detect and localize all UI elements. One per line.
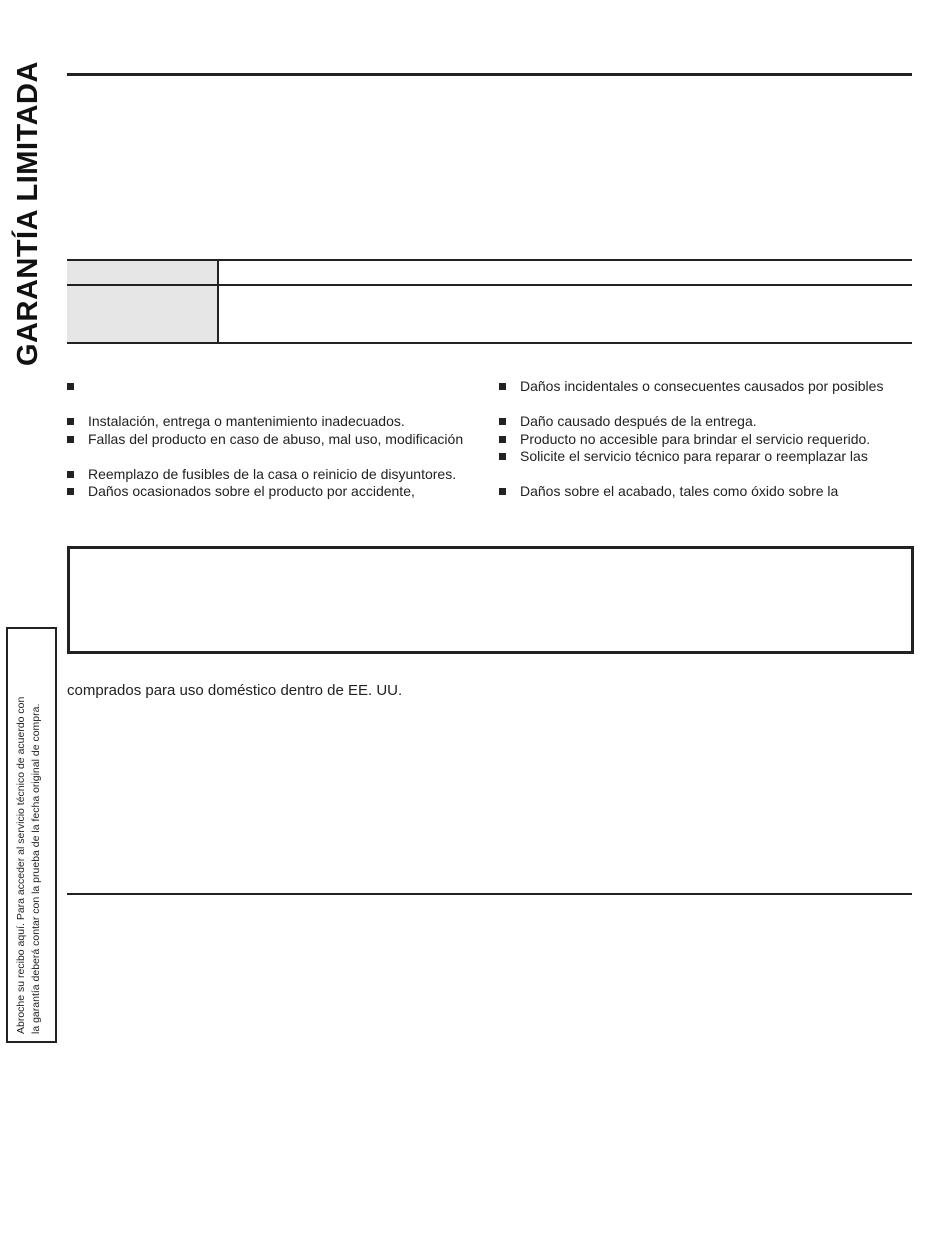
top-divider	[67, 73, 912, 76]
bullet-square-icon	[499, 383, 506, 390]
list-item	[67, 378, 88, 395]
list-item: Daño causado después de la entrega.	[499, 413, 757, 430]
receipt-note-line-1: Abroche su recibo aquí. Para acceder al servicio técnico de acuerdo con	[15, 696, 27, 1034]
warranty-table	[67, 259, 912, 344]
table-label-cell-2	[67, 286, 219, 342]
receipt-note	[14, 634, 44, 1034]
bullet-square-icon	[67, 436, 74, 443]
bullet-square-icon	[499, 488, 506, 495]
list-item: Daños sobre el acabado, tales como óxido sobre la	[499, 483, 838, 500]
list-item: Producto no accesible para brindar el servicio requerido.	[499, 431, 870, 448]
bullet-square-icon	[67, 471, 74, 478]
list-item: Instalación, entrega o mantenimiento inadecuados.	[67, 413, 405, 430]
receipt-note-line-2: la garantía deberá contar con la prueba de la fecha original de compra.	[30, 703, 42, 1034]
bullet-square-icon	[499, 436, 506, 443]
table-bottom-line	[67, 342, 912, 344]
bullet-square-icon	[67, 383, 74, 390]
page-side-title: GARANTÍA LIMITADA	[12, 61, 44, 366]
bullet-square-icon	[67, 488, 74, 495]
bullet-square-icon	[67, 418, 74, 425]
list-item: Reemplazo de fusibles de la casa o reinicio de disyuntores.	[67, 466, 456, 483]
list-item: Solicite el servicio técnico para reparar o reemplazar las	[499, 448, 868, 465]
list-item: Fallas del producto en caso de abuso, mal uso, modificación	[67, 431, 463, 448]
table-label-cell-1	[67, 261, 219, 284]
list-item: Daños incidentales o consecuentes causados por posibles	[499, 378, 883, 395]
coverage-text: comprados para uso doméstico dentro de EE. UU.	[67, 682, 403, 699]
bullet-square-icon	[499, 453, 506, 460]
bottom-divider	[67, 893, 912, 895]
bullet-square-icon	[499, 418, 506, 425]
notice-box	[67, 546, 914, 654]
list-item: Daños ocasionados sobre el producto por accidente,	[67, 483, 415, 500]
receipt-attach-box	[6, 627, 57, 1043]
